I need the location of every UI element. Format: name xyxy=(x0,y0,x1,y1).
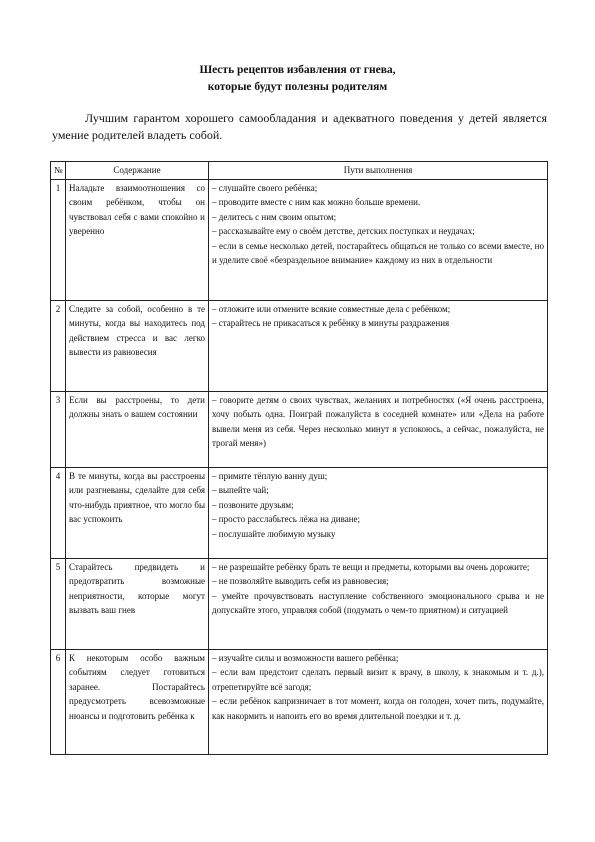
table-row xyxy=(51,179,548,300)
table-row xyxy=(51,467,548,558)
way-item: – примите тёплую ванну душ; xyxy=(212,470,328,481)
row-number: 6 xyxy=(51,649,66,754)
table-row xyxy=(51,300,548,391)
title-line-1: Шесть рецептов избавления от гнева, xyxy=(199,64,396,76)
way-item: – позвоните друзьям; xyxy=(212,499,294,510)
way-item: – проводите вместе с ним как можно больше времени. xyxy=(212,197,421,207)
way-item: – выпейте чай; xyxy=(212,485,269,495)
row-content: Следите за собой, особенно в те минуты, когда вы находитесь под действием стресса и вас легко вывести из равновесия xyxy=(66,300,209,391)
way-item: – если в семье несколько детей, постарайтесь общаться не только со всеми вместе, но и уделите своё «безраздельное внимание» каждому из них в отдельности xyxy=(212,240,544,265)
intro-paragraph: Лучшим гарантом хорошего самообладания и адекватного поведения у детей является умение родителей владеть собой. xyxy=(52,111,547,142)
way-item: – говорите детям о своих чувствах, желаниях и потребностях («Я очень расстроена, хочу побыть одна. Поиграй пожалуйста в соседней комнате» или «Дела на работе вывели меня из себя. Через несколько минут я успокоюсь, а сейчас, пожалуйста, не трогай меня») xyxy=(212,394,544,448)
way-item: – слушайте своего ребёнка; xyxy=(212,182,318,193)
row-number: 2 xyxy=(51,300,66,391)
header-num: № xyxy=(51,162,66,180)
table-row xyxy=(51,558,548,649)
row-ways xyxy=(209,300,548,391)
table-header-row xyxy=(51,162,548,180)
way-item: – просто расслабьтесь лёжа на диване; xyxy=(212,514,361,524)
row-content: Старайтесь предвидеть и предотвратить возможные неприятности, которые могут вызвать ваш гнев xyxy=(66,558,209,649)
way-item: – не разрешайте ребёнку брать те вещи и предметы, которыми вы очень дорожите; xyxy=(212,561,530,572)
row-number: 4 xyxy=(51,467,66,558)
row-ways xyxy=(209,649,548,754)
way-item: – делитесь с ним своим опытом; xyxy=(212,211,337,222)
way-item: – отложите или отмените всякие совместные дела с ребёнком; xyxy=(212,303,451,314)
way-item: – старайтесь не прикасаться к ребёнку в минуты раздражения xyxy=(212,318,450,328)
row-content: Если вы расстроены, то дети должны знать о вашем состоянии xyxy=(66,391,209,467)
way-item: – рассказывайте ему о своём детстве, детских поступках и неудачах; xyxy=(212,226,475,236)
row-ways xyxy=(209,558,548,649)
row-content: В те минуты, когда вы расстроены или разгневаны, сделайте для себя что-нибудь приятное, что могло бы вас успокоить xyxy=(66,467,209,558)
table-row xyxy=(51,649,548,754)
header-ways: Пути выполнения xyxy=(209,162,548,180)
table-row xyxy=(51,391,548,467)
way-item: – не позволяйте выводить себя из равновесия; xyxy=(212,576,389,586)
way-item: – если ребёнок капризничает в тот момент, когда он голоден, хочет пить, подумайте, как накормить и напоить его во время длительной поездки и т. д. xyxy=(212,696,544,721)
row-content: К некоторым особо важным событиям следует готовиться заранее. Постарайтесь предусмотреть всевозможные нюансы и подготовить ребёнка к xyxy=(66,649,209,754)
row-number: 3 xyxy=(51,391,66,467)
way-item: – послушайте любимую музыку xyxy=(212,528,336,539)
way-item: – изучайте силы и возможности вашего ребёнка; xyxy=(212,652,399,663)
row-ways xyxy=(209,467,548,558)
row-ways xyxy=(209,179,548,300)
row-number: 1 xyxy=(51,179,66,300)
header-content: Содержание xyxy=(66,162,209,180)
row-content: Наладьте взаимоотношения со своим ребёнком, чтобы он чувствовал себя с вами спокойно и уверенно xyxy=(66,179,209,300)
way-item: – умейте прочувствовать наступление собственного эмоционального срыва и не допускайте этого, управляя собой (подумать о чем-то приятном) и ситуацией xyxy=(212,590,544,615)
document-title xyxy=(0,62,595,96)
row-number: 5 xyxy=(51,558,66,649)
way-item: – если вам предстоит сделать первый визит к врачу, в школу, к знакомым и т. д.), отрепетируйте всё загодя; xyxy=(212,667,544,692)
recipes-table xyxy=(50,161,548,755)
row-ways xyxy=(209,391,548,467)
title-line-2: которые будут полезны родителям xyxy=(207,81,388,93)
